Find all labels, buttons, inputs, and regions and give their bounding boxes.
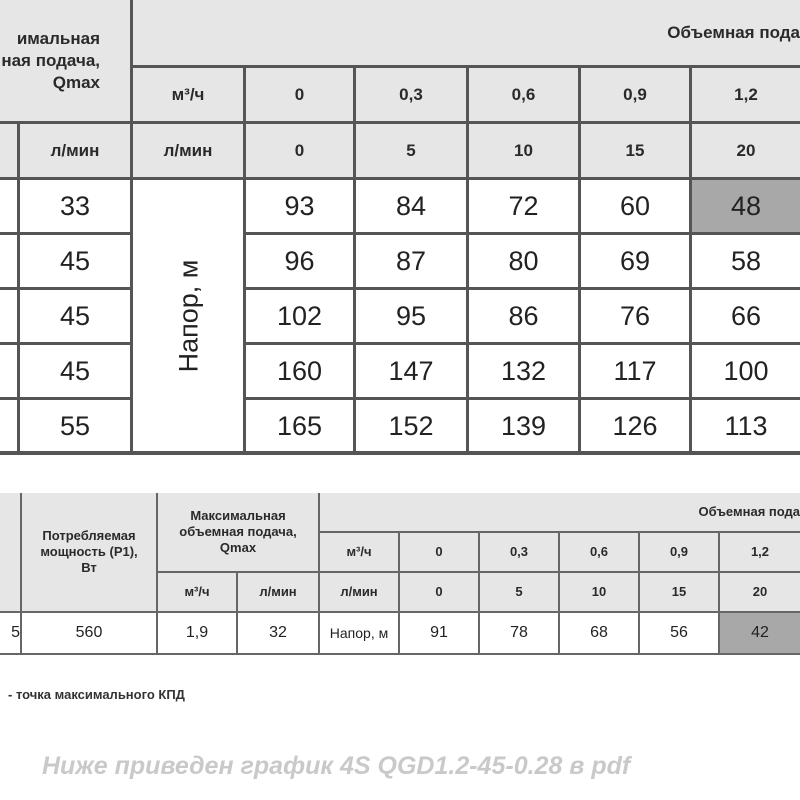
qmax-value: 45 [20, 290, 130, 342]
qmax-header: Максимальная объемная подача, Qmax [158, 493, 318, 571]
qmax-unit-lmin: л/мин [238, 573, 318, 611]
footer-pdf-note[interactable]: Ниже приведен график 4S QGD1.2-45-0.28 в pdf [42, 752, 631, 780]
qmax-value: 55 [20, 400, 130, 451]
head-value: 152 [356, 400, 466, 451]
flow-m3h-3: 0,9 [581, 68, 689, 121]
flow-lmin-2: 10 [469, 124, 578, 177]
flow-lmin-1: 5 [480, 573, 558, 611]
volume-flow-header: Объемная пода [320, 493, 800, 531]
flow-lmin-4: 20 [692, 124, 800, 177]
flow-lmin-0: 0 [400, 573, 478, 611]
head-label-cell [133, 180, 243, 451]
head-value-max-efficiency: 48 [692, 180, 800, 232]
qmax-value: 33 [20, 180, 130, 232]
flow-m3h-1: 0,3 [480, 533, 558, 571]
head-value: 93 [246, 180, 353, 232]
qmax-value: 45 [20, 345, 130, 397]
first-col-header [0, 493, 20, 611]
head-value: 117 [581, 345, 689, 397]
flow-m3h-4: 1,2 [692, 68, 800, 121]
qmax-value: 45 [20, 235, 130, 287]
head-value: 87 [356, 235, 466, 287]
flow-m3h-1: 0,3 [356, 68, 466, 121]
flow-lmin-2: 10 [560, 573, 638, 611]
head-value: 84 [356, 180, 466, 232]
head-value: 113 [692, 400, 800, 451]
legend-max-efficiency: - точка максимального КПД [8, 687, 185, 702]
flow-m3h-0: 0 [246, 68, 353, 121]
head-value: 76 [581, 290, 689, 342]
unit-lmin-flow: л/мин [133, 124, 243, 177]
unit-m3h-label: м³/ч [320, 533, 398, 571]
power-header: Потребляемая мощность (P1), Вт [22, 493, 156, 611]
qmax-lmin-value: 32 [238, 613, 318, 653]
flow-m3h-2: 0,6 [560, 533, 638, 571]
flow-m3h-2: 0,6 [469, 68, 578, 121]
qmax-header: имальная ная подача, Qmax [0, 0, 130, 121]
head-value: 102 [246, 290, 353, 342]
head-value: 139 [469, 400, 578, 451]
qmax-unit-m3h: м³/ч [158, 573, 236, 611]
row-first-col [0, 180, 17, 232]
pump-table-secondary [0, 493, 800, 655]
head-value: 68 [560, 613, 638, 653]
head-value: 69 [581, 235, 689, 287]
row-first-col [0, 345, 17, 397]
flow-m3h-4: 1,2 [720, 533, 800, 571]
head-value: 66 [692, 290, 800, 342]
head-value: 91 [400, 613, 478, 653]
row-first-col [0, 400, 17, 451]
flow-lmin-3: 15 [640, 573, 718, 611]
flow-m3h-3: 0,9 [640, 533, 718, 571]
head-value: 72 [469, 180, 578, 232]
head-value: 147 [356, 345, 466, 397]
head-label: Напор, м [320, 613, 398, 653]
unit-m3h-label: м³/ч [133, 68, 243, 121]
row-first-col [0, 235, 17, 287]
head-value: 100 [692, 345, 800, 397]
head-value: 132 [469, 345, 578, 397]
flow-lmin-4: 20 [720, 573, 800, 611]
head-value: 95 [356, 290, 466, 342]
volume-flow-header: Объемная пода [133, 0, 800, 65]
left-blank-header [0, 124, 17, 177]
head-value-max-efficiency: 42 [720, 613, 800, 653]
head-value: 56 [640, 613, 718, 653]
qmax-m3h-value: 1,9 [158, 613, 236, 653]
row-first-col [0, 290, 17, 342]
unit-lmin-label: л/мин [320, 573, 398, 611]
head-value: 58 [692, 235, 800, 287]
head-label: Напор, м [173, 259, 204, 372]
row-first-col: 5 [0, 613, 20, 653]
flow-lmin-0: 0 [246, 124, 353, 177]
head-value: 80 [469, 235, 578, 287]
flow-lmin-1: 5 [356, 124, 466, 177]
head-value: 126 [581, 400, 689, 451]
flow-lmin-3: 15 [581, 124, 689, 177]
head-value: 86 [469, 290, 578, 342]
head-value: 60 [581, 180, 689, 232]
unit-lmin-qmax: л/мин [20, 124, 130, 177]
head-value: 96 [246, 235, 353, 287]
flow-m3h-0: 0 [400, 533, 478, 571]
head-value: 160 [246, 345, 353, 397]
head-value: 165 [246, 400, 353, 451]
power-value: 560 [22, 613, 156, 653]
head-value: 78 [480, 613, 558, 653]
